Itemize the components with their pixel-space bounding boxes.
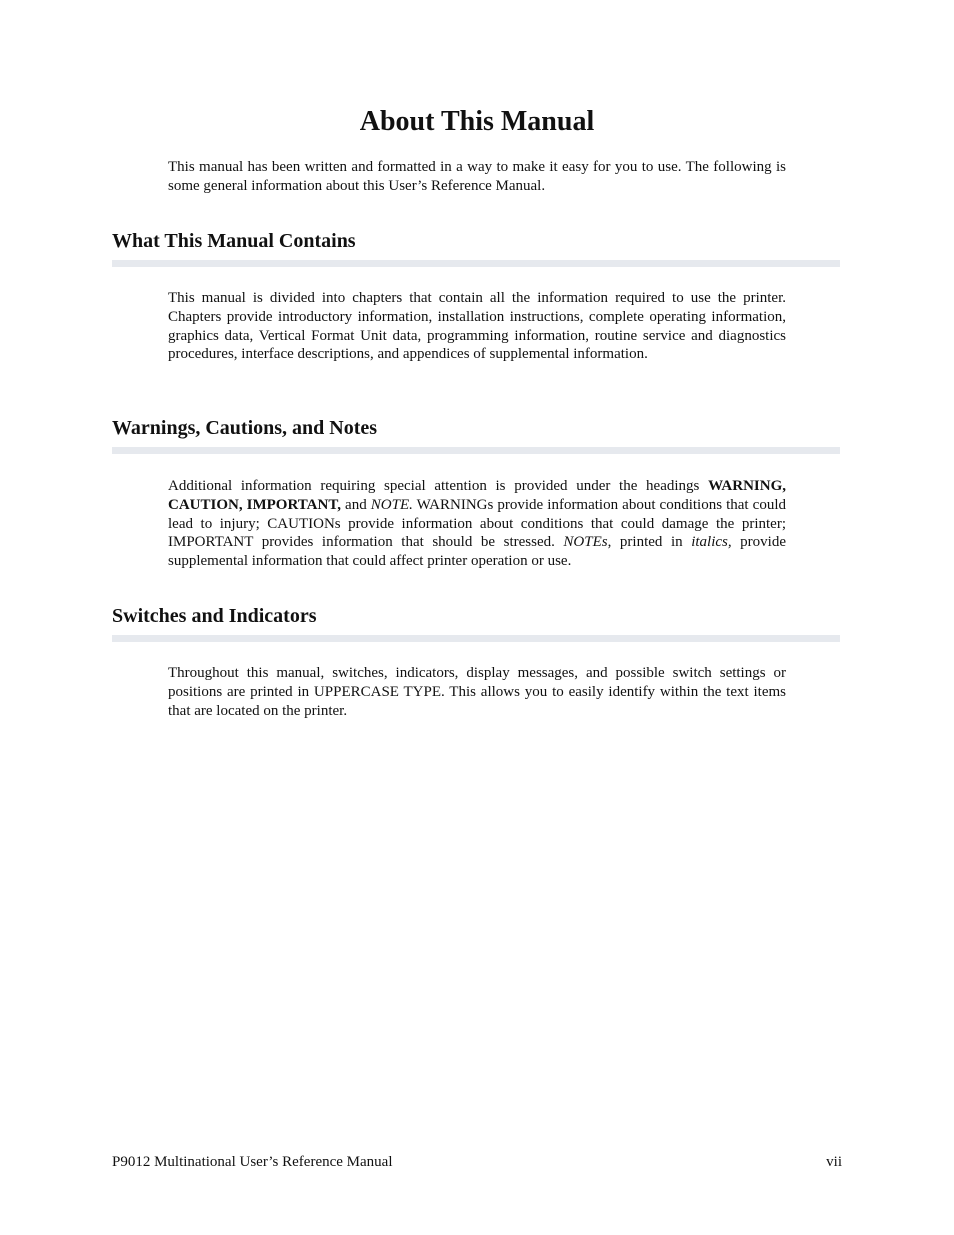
text-run: WARNINGs provide information about conditions that could lead to injury; CAUTIONs provide information about conditions that could damage the printer; IMPORTANT provides information that should be stressed. xyxy=(168,496,786,551)
text-run: Additional information requiring special attention is provided under the headings xyxy=(168,478,709,494)
section-heading-warnings: Warnings, Cautions, and Notes xyxy=(112,417,378,439)
footer-manual-name: P9012 Multinational User’s Reference Manual xyxy=(112,1154,393,1170)
switches-paragraph: Throughout this manual, switches, indicators, display messages, and possible switch settings or positions are printed in UPPERCASE TYPE. This allows you to easily identify within the text items that are located on the printer. xyxy=(168,665,786,719)
page-title: About This Manual xyxy=(359,106,595,137)
section-heading-contents: What This Manual Contains xyxy=(112,230,356,252)
section-rule xyxy=(112,447,840,454)
italic-note-text: NOTE. xyxy=(370,496,413,513)
intro-paragraph: This manual has been written and formatted in a way to make it easy for you to use. The following is some general information about this User’s Reference Manual. xyxy=(168,159,786,194)
italic-italics-text: italics, xyxy=(691,534,732,551)
italic-notes-text: NOTEs xyxy=(563,534,608,551)
footer-page-number: vii xyxy=(826,1154,842,1170)
contents-paragraph: This manual is divided into chapters that contain all the information required to use the printer. Chapters provide introductory information, installation instructions, complete operating information, graphics data, Vertical Format Unit data, programming information, routine service and diagnostics procedures, interface descriptions, and appendices of supplemental information. xyxy=(168,290,786,363)
section-heading-switches: Switches and Indicators xyxy=(112,605,317,627)
text-run: , printed in xyxy=(607,534,692,551)
section-rule xyxy=(112,635,840,642)
text-run: provide supplemental information that could affect printer operation or use. xyxy=(168,534,787,570)
bold-headings-text: WARNING, CAUTION, IMPORTANT, xyxy=(168,478,786,513)
warnings-paragraph xyxy=(168,477,786,571)
section-rule xyxy=(112,260,840,267)
text-run: and xyxy=(340,496,371,513)
